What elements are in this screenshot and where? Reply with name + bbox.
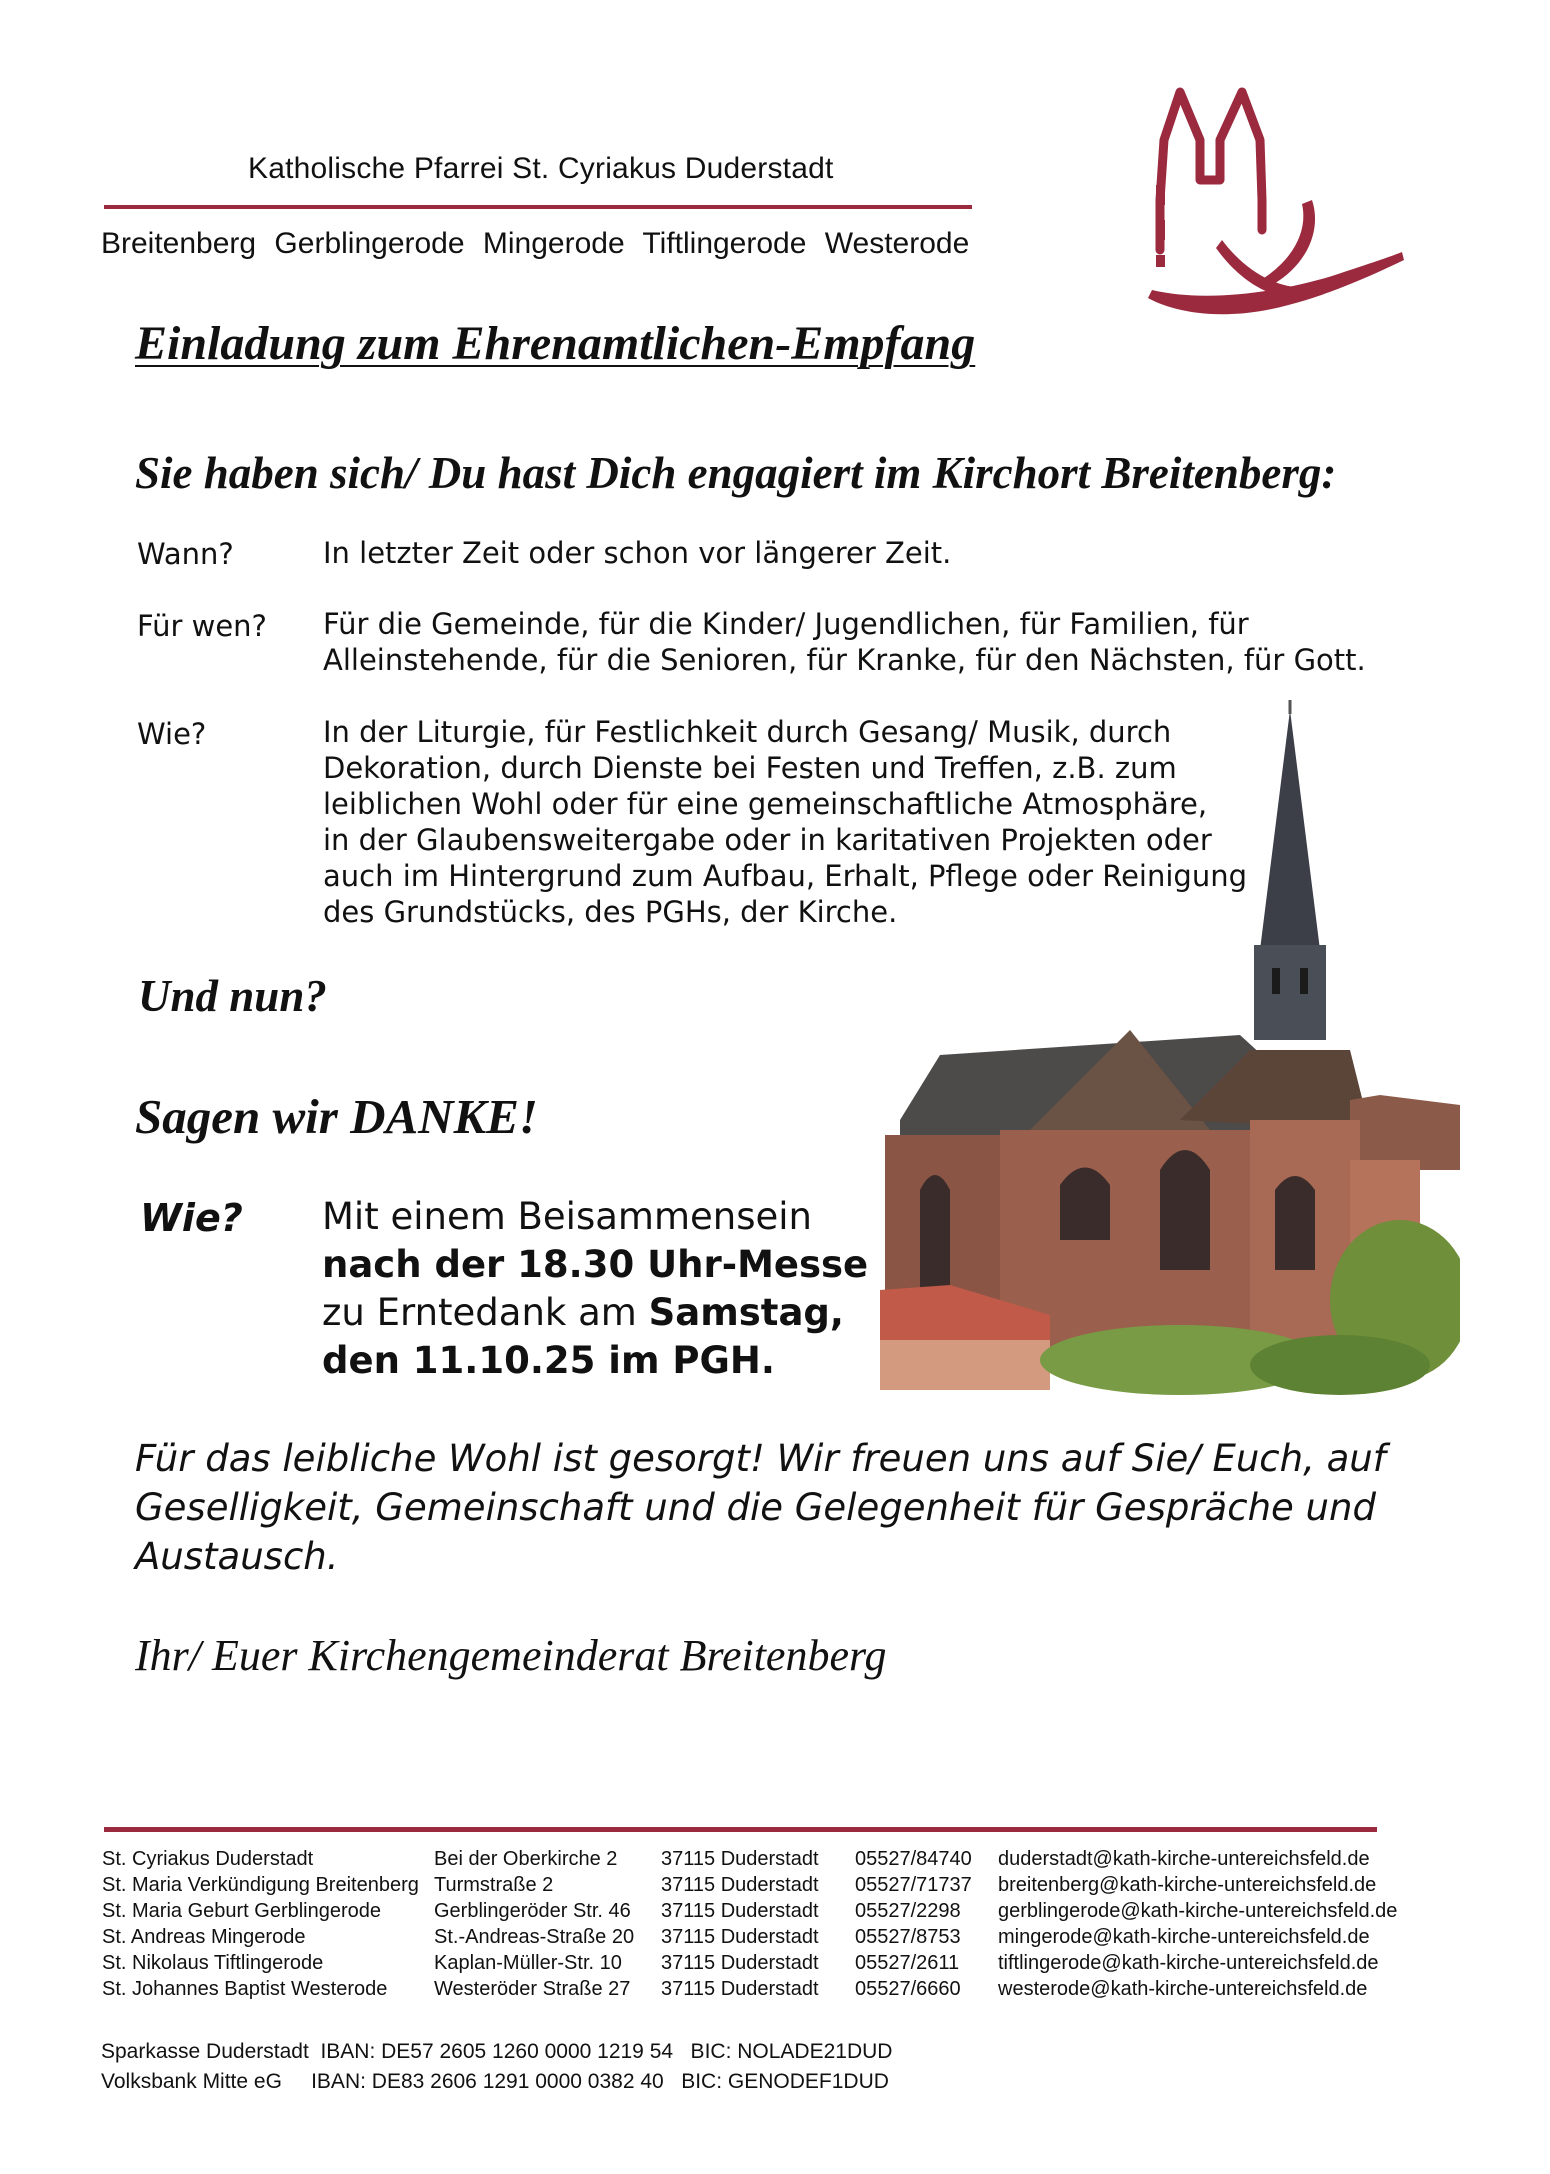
footer-email-column [998,1846,1397,2002]
qa-text-wann [323,535,951,571]
footer-phone: 05527/84740 [855,1848,972,1870]
danke-heading: Sagen wir DANKE! [135,1089,539,1144]
qa-label-fuer-wen: Für wen? [137,609,267,643]
footer-email: tiftlingerode@kath-kirche-untereichsfeld.de [998,1952,1379,1974]
footer-church-column [102,1846,419,2002]
footer-street: Turmstraße 2 [434,1874,554,1896]
footer-email: mingerode@kath-kirche-untereichsfeld.de [998,1926,1370,1948]
invitation-title: Einladung zum Ehrenamtlichen-Empfang [135,317,976,370]
footer-email: gerblingerode@kath-kirche-untereichsfeld.de [998,1900,1398,1922]
footer-street: Westeröder Straße 27 [434,1978,631,2000]
event-label: Wie? [140,1196,243,1240]
event-line-4: den 11.10.25 im PGH. [322,1339,775,1382]
footer-church: St. Maria Geburt Gerblingerode [102,1900,382,1922]
footer-phone: 05527/2611 [855,1952,960,1974]
und-nun-heading: Und nun? [138,971,327,1021]
closing-text: Für das leibliche Wohl ist gesorgt! Wir freuen uns auf Sie/ Euch, auf Geselligkeit, Gemeinschaft und die Gelegenheit für Gespräche und Austausch. [135,1437,1386,1578]
footer-city: 37115 Duderstadt [661,1926,819,1948]
qa-line: Dekoration, durch Dienste bei Festen und Treffen, z.B. zum [323,751,1177,785]
footer-city: 37115 Duderstadt [661,1952,819,1974]
footer-city: 37115 Duderstadt [661,1978,819,2000]
event-details [322,1193,868,1385]
event-line-1: Mit einem Beisammensein [322,1195,812,1238]
footer-city: 37115 Duderstadt [661,1848,819,1870]
footer-divider [104,1827,1377,1832]
event-line-2: nach der 18.30 Uhr-Messe [322,1243,869,1286]
footer-street: St.-Andreas-Straße 20 [434,1926,635,1948]
footer-street: Kaplan-Müller-Str. 10 [434,1952,622,1974]
church-twin-towers-logo-icon [1112,80,1412,320]
footer-street: Bei der Oberkirche 2 [434,1848,618,1870]
parish-places: Breitenberg Gerblingerode Mingerode Tiftlingerode Westerode [101,227,970,260]
invitation-subtitle: Sie haben sich/ Du hast Dich engagiert im Kirchort Breitenberg: [135,448,1337,498]
footer-city-column [661,1846,819,2002]
footer-church: St. Maria Verkündigung Breitenberg [102,1874,419,1896]
qa-line: Für die Gemeinde, für die Kinder/ Jugendlichen, für Familien, für [323,607,1249,641]
qa-line: in der Glaubensweitergabe oder in karitativen Projekten oder [323,823,1212,857]
qa-text-fuer-wen [323,606,1366,678]
church-photo-icon [880,700,1460,1400]
footer-email: westerode@kath-kirche-untereichsfeld.de [998,1978,1368,2000]
qa-label-wie: Wie? [137,717,207,751]
footer-phone: 05527/8753 [855,1926,961,1948]
qa-line: In der Liturgie, für Festlichkeit durch Gesang/ Musik, durch [323,715,1172,749]
footer-city: 37115 Duderstadt [661,1900,819,1922]
footer-phone: 05527/6660 [855,1978,961,2000]
header-divider [104,205,972,209]
parish-name: Katholische Pfarrei St. Cyriakus Duderstadt [248,152,834,185]
bank-details [101,2037,892,2097]
event-line-3 [322,1289,868,1337]
footer-street: Gerblingeröder Str. 46 [434,1900,631,1922]
footer-church: St. Cyriakus Duderstadt [102,1848,314,1870]
qa-label-wann: Wann? [137,537,234,571]
footer-street-column [434,1846,634,2002]
footer-phone: 05527/71737 [855,1874,972,1896]
footer-church: St. Nikolaus Tiftlingerode [102,1952,324,1974]
footer-email: breitenberg@kath-kirche-untereichsfeld.de [998,1874,1377,1896]
qa-line: In letzter Zeit oder schon vor längerer Zeit. [323,536,952,570]
footer-phone: 05527/2298 [855,1900,961,1922]
signature: Ihr/ Euer Kirchengemeinderat Breitenberg [135,1631,887,1680]
event-day: Samstag, [648,1291,844,1334]
qa-line: auch im Hintergrund zum Aufbau, Erhalt, Pflege oder Reinigung [323,859,1248,893]
footer-church: St. Johannes Baptist Westerode [102,1978,388,2000]
footer-email: duderstadt@kath-kirche-untereichsfeld.de [998,1848,1370,1870]
qa-line: des Grundstücks, des PGHs, der Kirche. [323,895,898,929]
qa-line: leiblichen Wohl oder für eine gemeinschaftliche Atmosphäre, [323,787,1208,821]
footer-phone-column [855,1846,972,2002]
bank-line-sparkasse: Sparkasse Duderstadt IBAN: DE57 2605 1260 0000 1219 54 BIC: NOLADE21DUD [101,2040,893,2063]
footer-church: St. Andreas Mingerode [102,1926,306,1948]
footer-city: 37115 Duderstadt [661,1874,819,1896]
qa-line: Alleinstehende, für die Senioren, für Kranke, für den Nächsten, für Gott. [323,643,1366,677]
event-line-3-text: zu Erntedank am [322,1291,649,1334]
bank-line-volksbank: Volksbank Mitte eG IBAN: DE83 2606 1291 0000 0382 40 BIC: GENODEF1DUD [101,2070,889,2093]
